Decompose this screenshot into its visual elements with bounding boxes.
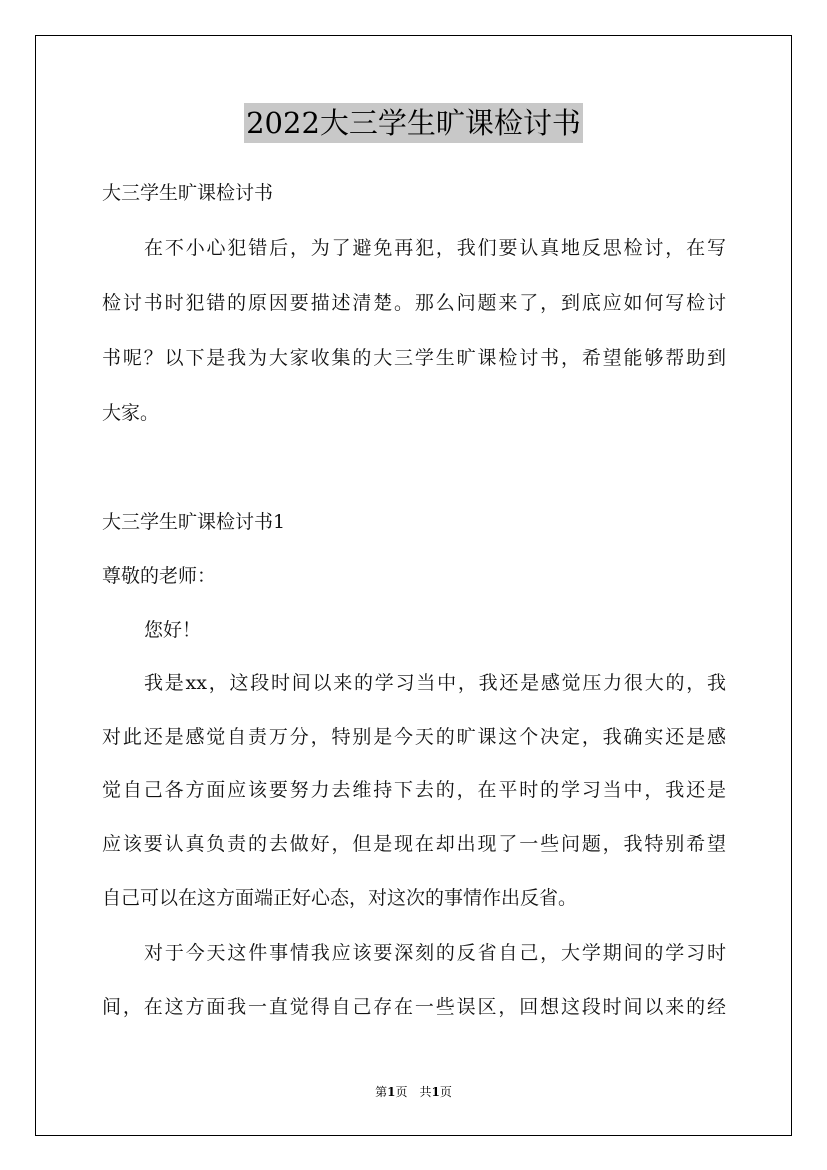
paragraph-line: 觉自己各方面应该要努力去维持下去的，在平时的学习当中，我还是	[102, 779, 726, 801]
title-wrap	[0, 103, 827, 143]
paragraph-line: 间，在这方面我一直觉得自己存在一些误区，回想这段时间以来的经	[102, 996, 726, 1018]
intro-line: 书呢？以下是我为大家收集的大三学生旷课检讨书，希望能够帮助到	[102, 347, 726, 369]
paragraph-line: 自己可以在这方面端正好心态，对这次的事情作出反省。	[102, 887, 578, 909]
page-footer	[0, 1083, 827, 1100]
greeting: 您好！	[144, 619, 202, 641]
paragraph-line: 对此还是感觉自责万分，特别是今天的旷课这个决定，我确实还是感	[102, 726, 726, 748]
paragraph-line: 应该要认真负责的去做好，但是现在却出现了一些问题，我特别希望	[102, 833, 726, 855]
footer-page-number: 1	[387, 1085, 396, 1099]
section-heading: 大三学生旷课检讨书1	[102, 511, 286, 533]
salutation: 尊敬的老师：	[102, 565, 217, 587]
footer-prefix: 第	[375, 1085, 388, 1099]
paragraph-line: 对于今天这件事情我应该要深刻的反省自己，大学期间的学习时	[144, 942, 726, 964]
footer-suffix: 页	[439, 1085, 452, 1099]
footer-total-pages: 1	[431, 1085, 440, 1099]
paragraph-line: 我是xx，这段时间以来的学习当中，我还是感觉压力很大的，我	[144, 672, 726, 694]
footer-mid: 页 共	[395, 1085, 432, 1099]
document-title: 2022大三学生旷课检讨书	[244, 103, 583, 143]
intro-line: 检讨书时犯错的原因要描述清楚。那么问题来了，到底应如何写检讨	[102, 292, 726, 314]
intro-heading: 大三学生旷课检讨书	[102, 182, 274, 204]
intro-line: 在不小心犯错后，为了避免再犯，我们要认真地反思检讨，在写	[144, 237, 726, 259]
intro-line: 大家。	[102, 402, 160, 424]
